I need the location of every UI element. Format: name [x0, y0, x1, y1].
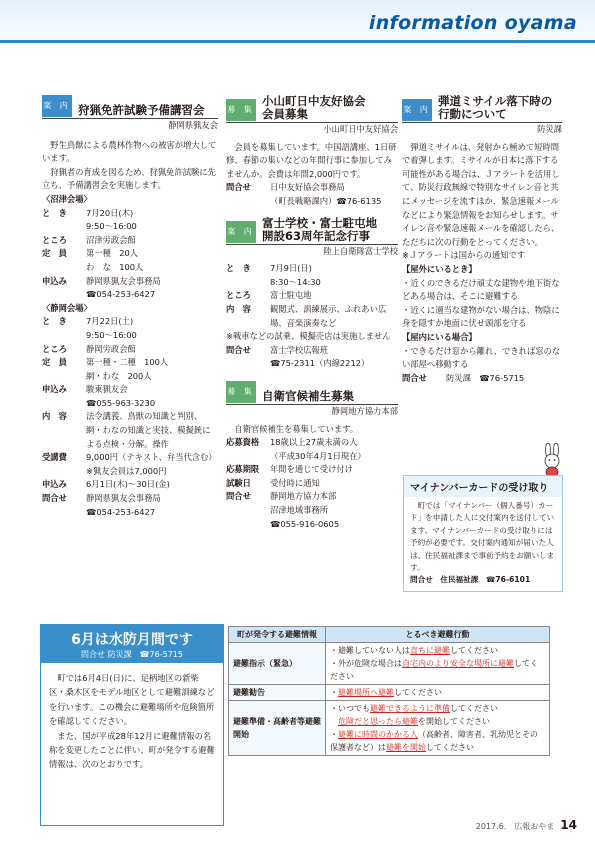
- friendship-association-section: [226, 95, 398, 209]
- box-contact: 問合せ 防災課 ☎76-5715: [81, 650, 183, 659]
- text: ・: [330, 730, 338, 739]
- value: 9:50～16:00: [86, 221, 137, 232]
- label: 試験日: [226, 477, 251, 488]
- table-cell: [326, 685, 550, 701]
- paragraph: 野生鳥獣による農林作物への被害が増大しています。: [42, 139, 217, 164]
- notice-badge: 案 内: [42, 95, 72, 117]
- callout-body: [404, 497, 562, 591]
- label: 定 員: [42, 357, 67, 368]
- text: ・外が危険な場合は: [330, 659, 402, 668]
- emphasis: 避難を開始: [386, 743, 426, 752]
- label: 応募資格: [226, 437, 260, 448]
- label: と き: [226, 263, 251, 274]
- missile-section: [402, 95, 562, 385]
- section-org: 防災課: [537, 124, 562, 134]
- middle-column: [226, 95, 398, 531]
- note: ※Ｊアラートは国からの通知です: [402, 250, 526, 261]
- value: 7月22日(土): [86, 316, 134, 327]
- section-head: [226, 381, 398, 405]
- page-header-title: information oyama: [368, 12, 577, 34]
- callout-contact: 問合せ 住民福祉課 ☎76-6101: [410, 575, 531, 585]
- row-header: 避難準備・高齢者等避難開始: [229, 701, 326, 756]
- flood-month-box: [40, 624, 224, 826]
- mynumber-callout: [403, 475, 563, 592]
- value: 第一種 20人: [86, 248, 139, 259]
- label: 定 員: [42, 248, 67, 259]
- table-row: [229, 643, 550, 685]
- text: （高齢者、障害者、乳幼児とその保護者など）は: [330, 730, 538, 752]
- value: 法令講義、鳥獣の知識と判別、網・わなの知識と実技、模擬銃による点検・分解。操作: [86, 411, 211, 449]
- column-header: とるべき避難行動: [326, 627, 550, 643]
- label: 問合せ: [226, 344, 251, 355]
- section-title: 狩猟免許試験予備講習会: [78, 103, 205, 117]
- emphasis: 避難できるように準備: [370, 704, 450, 713]
- label: 内 容: [226, 303, 251, 314]
- rabbit-mascot-icon: [540, 443, 564, 477]
- paragraph: 会員を募集しています。中国語講座、1日研修、春節の集いなどの年間行事に参加してみませんか。会費は年間2,000円です。: [226, 141, 397, 179]
- value: 富士学校広報班: [270, 344, 329, 355]
- value: 駿東猟友会: [86, 384, 128, 395]
- value: 静岡地方協力本部: [270, 491, 337, 502]
- recruit-badge: 募 集: [226, 381, 256, 403]
- phone: ☎054-253-6427: [86, 289, 156, 300]
- emphasis: 直ちに避難: [410, 646, 450, 655]
- value: 富士駐屯地: [270, 290, 312, 301]
- evacuation-table: [228, 626, 550, 756]
- section-org: 静岡地方協力本部: [331, 405, 398, 416]
- list-item: ・できるだけ窓から離れ、できれば窓のない部屋へ移動する: [402, 345, 561, 370]
- label: ところ: [42, 343, 67, 354]
- value: 日中友好協会事務局: [270, 182, 345, 193]
- hunting-license-section: [42, 95, 218, 519]
- label: 問合せ: [42, 493, 67, 504]
- section-title: 自衛官候補生募集: [262, 388, 354, 403]
- value: 年間を通じて受け付け: [270, 464, 353, 475]
- section-title: 小山町日中友好協会: [262, 94, 366, 108]
- phone: ☎054-253-6427: [86, 506, 156, 517]
- label: と き: [42, 316, 67, 327]
- section-head: [42, 95, 218, 119]
- phone: ☎055-916-0605: [270, 518, 340, 529]
- sdf-recruit-section: [226, 381, 398, 531]
- value: 6月1日(木)～30日(金): [86, 479, 170, 490]
- table-cell: [326, 643, 550, 685]
- text: してください: [426, 743, 474, 752]
- section-title: 富士学校・富士駐屯地: [262, 215, 377, 230]
- column-header: 町が発令する避難情報: [229, 627, 326, 643]
- value: 7月20日(木): [86, 207, 134, 218]
- recruit-badge: 募 集: [226, 99, 256, 121]
- row-header: 避難指示（緊急）: [229, 643, 326, 685]
- value: 8:30～14:30: [270, 276, 321, 287]
- section-head: [402, 95, 562, 123]
- label: 応募期限: [226, 464, 260, 475]
- label: 申込み: [42, 479, 67, 490]
- value: 観閲式、訓練展示、ふれあい広場、音楽演奏など: [270, 303, 387, 328]
- paragraph: 町では6月4日(日)に、足柄地区の新柴区・桑木区をモデル地区として避難訓練などを行います。この機会に避難場所や危険箇所を確認してください。: [49, 673, 215, 727]
- box-header: [41, 625, 223, 663]
- list-item: ・近くのできるだけ頑丈な建物や地下街などある場合は、そこに避難する: [402, 277, 560, 302]
- text: ・避難していない人は: [330, 646, 410, 655]
- page-footer: [476, 818, 577, 832]
- value: 第一種・二種 100人: [86, 357, 169, 368]
- section-org: 小山町日中友好協会: [323, 124, 398, 134]
- paragraph: 弾道ミサイルは、発射から極めて短時間で着弾します。ミサイルが日本に落下する可能性がある場合は、Ｊアラートを活用して、防災行政無線で特別なサイレン音と共にメッセージを流すほか、緊急速報メールなどにより緊急情報をお知らせします。サイレン音や緊急速報メールを確認したら、ただちに次の行動をとってください。: [402, 141, 560, 247]
- label: 申込み: [42, 275, 67, 286]
- page-number: 14: [560, 818, 577, 832]
- label: 問合せ: [226, 491, 251, 502]
- value: 防災課 ☎76-5715: [446, 372, 525, 383]
- value: 沼津地域事務所: [270, 505, 329, 516]
- label: 申込み: [42, 384, 67, 395]
- callout-title: マイナンバーカードの受け取り: [404, 476, 562, 497]
- paragraph: 自衛官候補生を募集しています。: [234, 423, 359, 434]
- section-org: 静岡県猟友会: [168, 120, 218, 130]
- section-title: 開設63周年記念行事: [262, 228, 371, 243]
- value: 網・わな 200人: [86, 370, 152, 381]
- phone: ☎75-2311（内線2212）: [270, 358, 370, 369]
- label: 問合せ: [402, 372, 427, 383]
- paragraph: また、国が平成28年12月に避難情報の名称を変更したことに伴い、町が発令する避難情報は、次のとおりです。: [49, 730, 215, 770]
- label: ところ: [42, 234, 67, 245]
- section-title: 行動について: [438, 107, 507, 121]
- venue-heading: 〈沼津会場〉: [42, 193, 92, 204]
- table-header-row: [229, 627, 550, 643]
- value: 静岡県猟友会事務局: [86, 493, 161, 504]
- row-header: 避難勧告: [229, 685, 326, 701]
- value: 18歳以上27歳未満の人: [270, 437, 358, 448]
- value: 静岡県猟友会事務局: [86, 275, 161, 286]
- notice-badge: 案 内: [402, 99, 432, 121]
- section-title: 会員募集: [262, 107, 308, 121]
- footer-text: 2017.6. 広報おやま: [475, 822, 555, 831]
- subheading: 【屋外にいるとき】: [402, 263, 477, 274]
- box-title: 6月は水防月間です: [71, 632, 193, 648]
- venue-heading: 〈静岡会場〉: [42, 302, 92, 313]
- table-row: [229, 701, 550, 756]
- list-item: ・近くに適当な建物がない場合は、物陰に身を隠すか地面に伏せ頭部を守る: [402, 304, 560, 329]
- text: を開始してください: [418, 717, 490, 726]
- value: 静岡労政会館: [86, 343, 136, 354]
- text: してください: [450, 646, 498, 655]
- subheading: 【屋内にいる場合】: [402, 331, 477, 342]
- table-cell: [326, 701, 550, 756]
- table-row: [229, 685, 550, 701]
- emphasis: 自宅内のより安全な場所に避難: [402, 659, 514, 668]
- label: と き: [42, 207, 67, 218]
- label: ところ: [226, 290, 251, 301]
- value: 9,000円（テキスト、弁当代含む）: [86, 452, 217, 463]
- phone: （町長戦略課内）☎76-6135: [270, 195, 382, 206]
- value: 受付時に通知: [270, 477, 320, 488]
- value: ※猟友会員は7,000円: [86, 465, 167, 476]
- label: 内 容: [42, 411, 67, 422]
- section-org: 陸上自衛隊富士学校: [323, 245, 398, 256]
- note: ※戦車などの試乗、模擬売店は実施しません: [226, 331, 391, 342]
- emphasis: 避難場所へ避難: [338, 688, 394, 697]
- text: してください: [450, 704, 498, 713]
- label: 受講費: [42, 452, 67, 463]
- fuji-school-section: [226, 217, 398, 371]
- emphasis: 避難に時間のかかる人: [338, 730, 418, 739]
- header-rule: [0, 40, 595, 43]
- value: わ な 100人: [86, 261, 144, 272]
- section-head: [226, 95, 398, 123]
- text: ・いつでも: [330, 704, 370, 713]
- section-head: [226, 217, 398, 245]
- value: （平成30年4月1日現在）: [270, 450, 366, 461]
- callout-text: 町では「マイナンバー（個人番号）カード」を申請した人に交付案内を送付しています。マイナンバーカードの受け取りには予約が必要です。交付案内通知が届いた人は、住民福祉課まで事前予約をお願いします。: [410, 501, 555, 573]
- paragraph: 狩猟者の育成を図るため、狩猟免許試験に先立ち、予備講習会を実施します。: [42, 166, 216, 191]
- text: してください: [330, 659, 538, 681]
- value: 沼津労政会館: [86, 234, 136, 245]
- text: ・: [330, 688, 338, 697]
- label: 問合せ: [226, 182, 251, 193]
- emphasis: 危険だと思ったら避難: [338, 717, 418, 726]
- phone: ☎055-963-3230: [86, 397, 156, 408]
- value: 7月9日(日): [270, 263, 312, 274]
- notice-badge: 案 内: [226, 221, 256, 243]
- value: 9:50～16:00: [86, 329, 137, 340]
- text: してください: [394, 688, 442, 697]
- section-title: 弾道ミサイル落下時の: [438, 94, 553, 108]
